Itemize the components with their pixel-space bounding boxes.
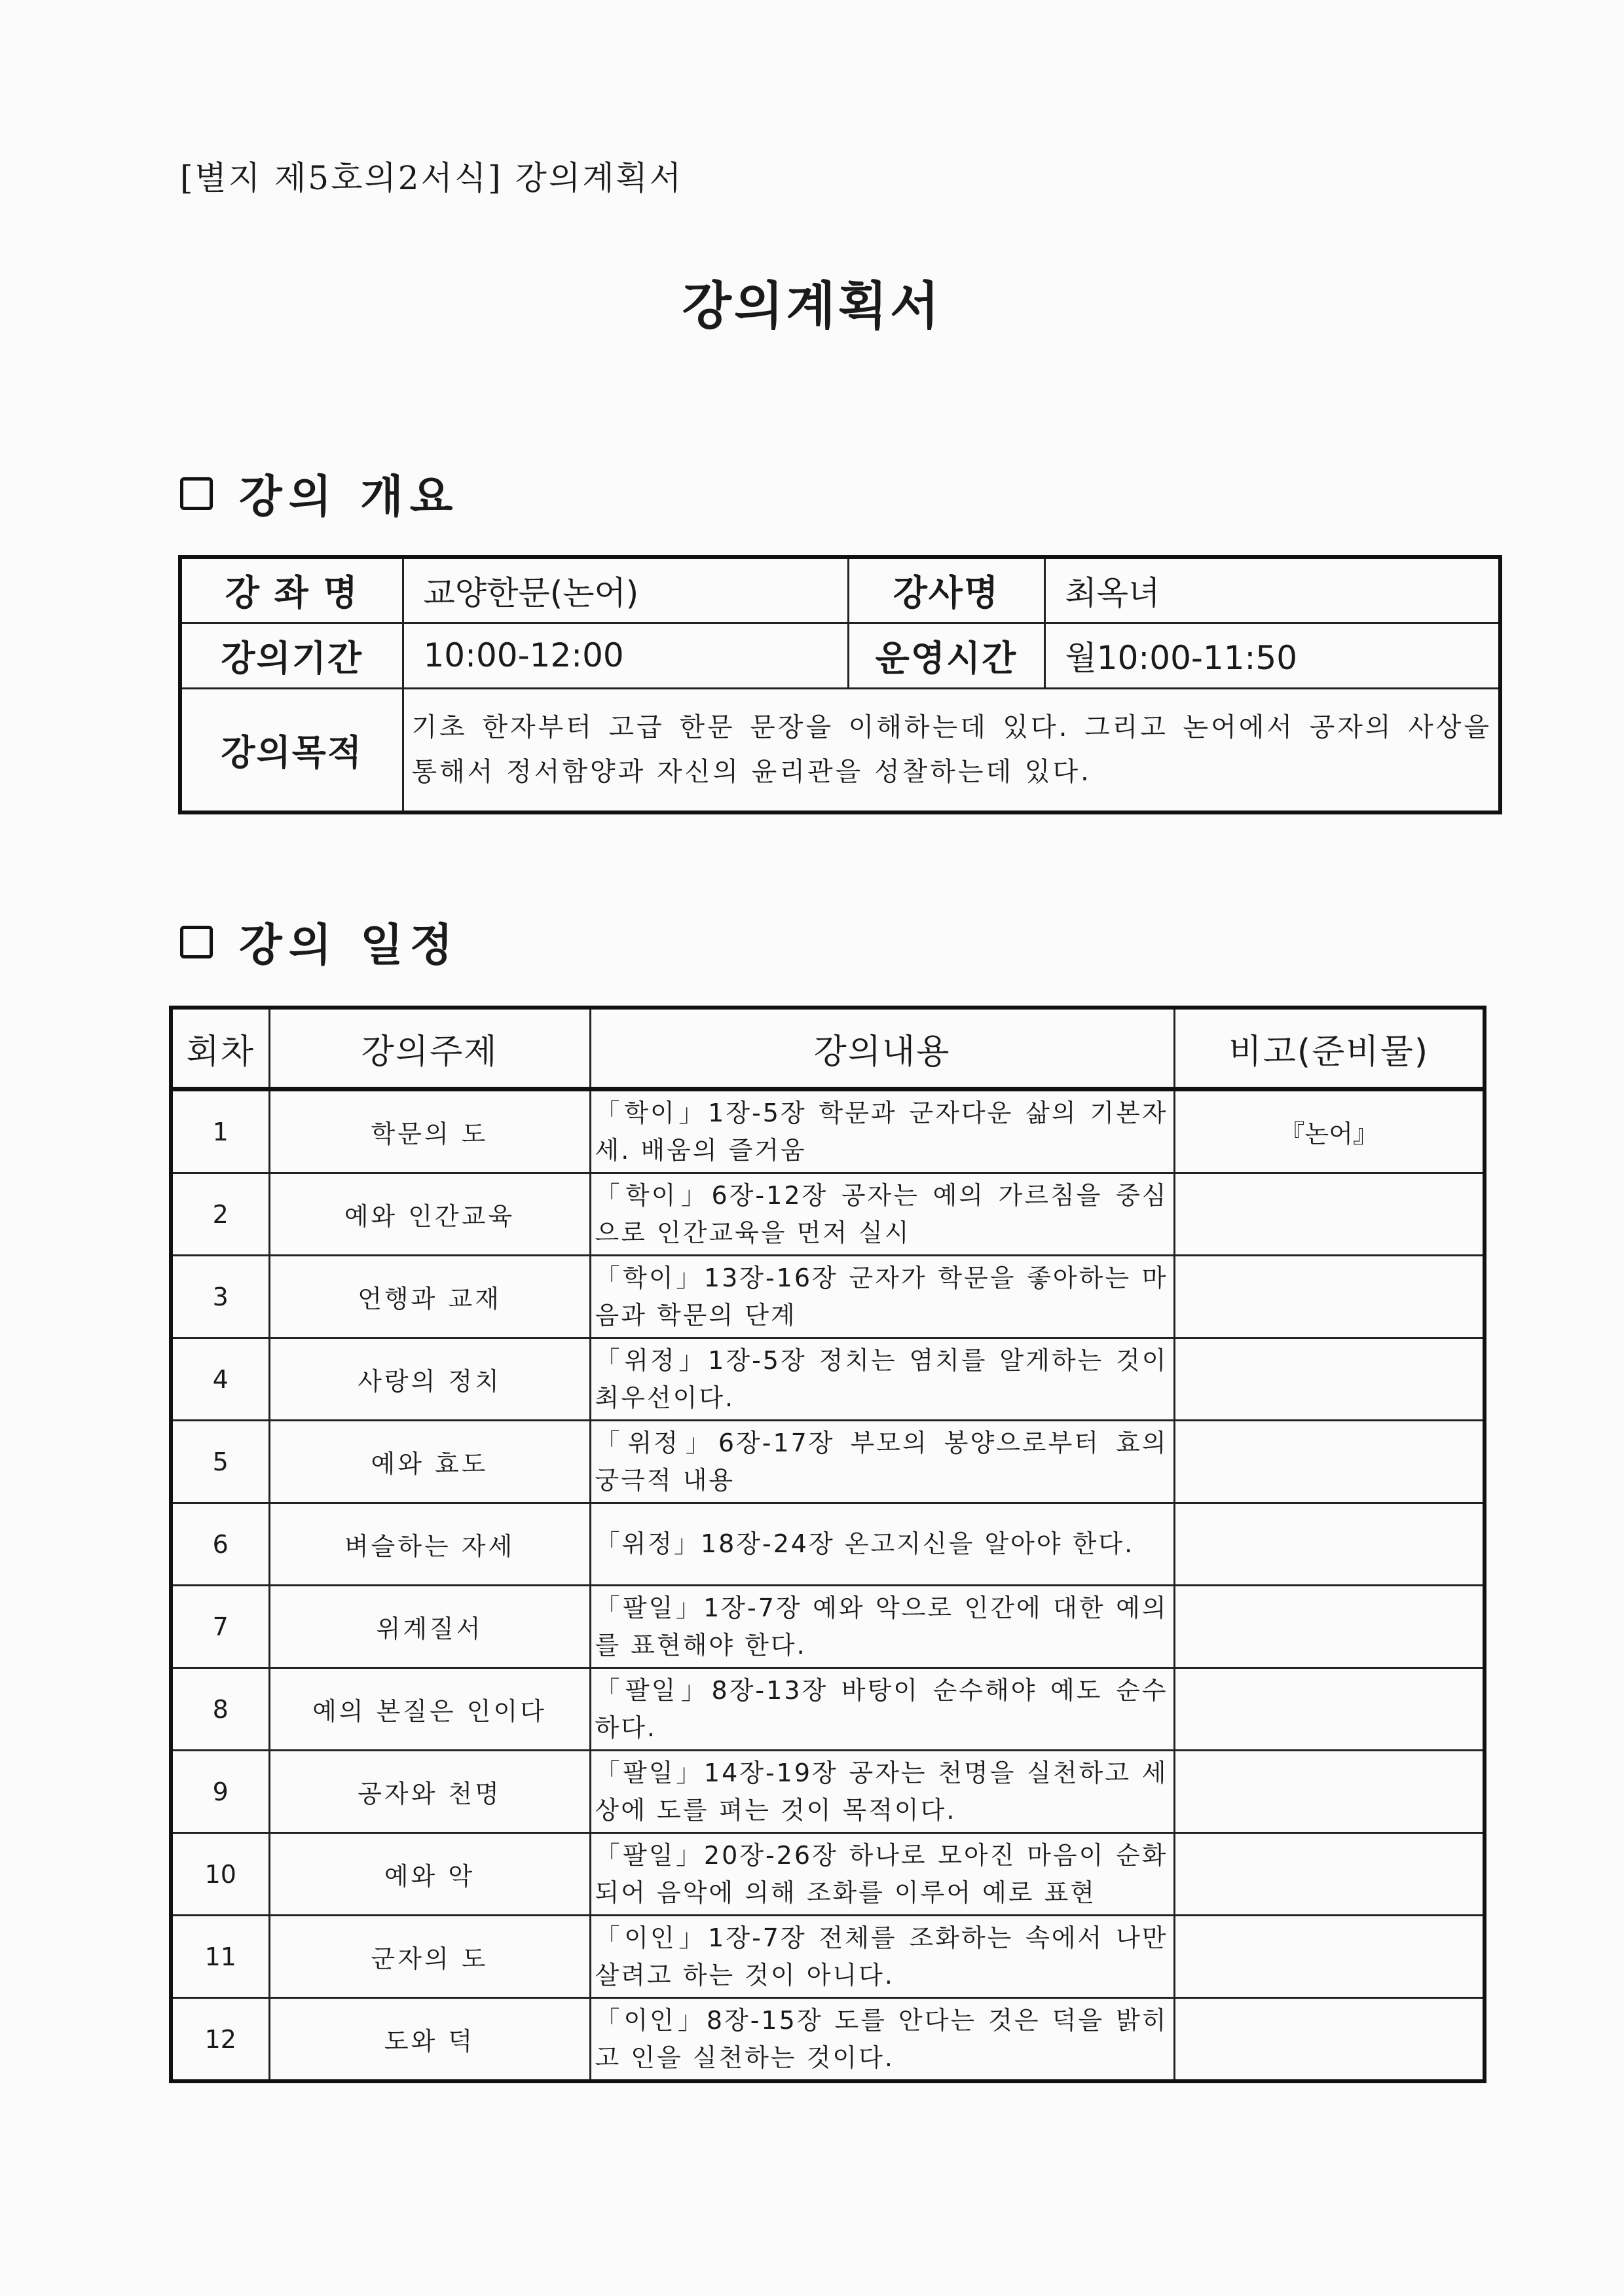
session-topic: 예의 본질은 인이다 [269, 1668, 590, 1751]
instructor-label: 강사명 [848, 557, 1044, 623]
session-note [1174, 1916, 1485, 1998]
table-row [171, 1503, 1485, 1586]
session-number: 12 [171, 1998, 269, 2082]
checkbox-icon [180, 926, 213, 958]
section-heading-overview [180, 462, 459, 525]
session-number: 11 [171, 1916, 269, 1998]
session-note [1174, 1421, 1485, 1503]
session-number: 5 [171, 1421, 269, 1503]
session-topic: 도와 덕 [269, 1998, 590, 2082]
document-title: 강의계획서 [682, 277, 942, 336]
session-topic: 예와 악 [269, 1833, 590, 1916]
session-number: 1 [171, 1089, 269, 1173]
hours-value: 월10:00-11:50 [1044, 623, 1500, 688]
session-number: 8 [171, 1668, 269, 1751]
session-content: 「학이」6장-12장 공자는 예의 가르침을 중심으로 인간교육을 먼저 실시 [590, 1173, 1174, 1256]
hours-label: 운영시간 [848, 623, 1044, 688]
session-number: 4 [171, 1338, 269, 1421]
session-content: 「이인」1장-7장 전체를 조화하는 속에서 나만 살려고 하는 것이 아니다. [590, 1916, 1174, 1998]
session-note: 『논어』 [1174, 1089, 1485, 1173]
session-number: 9 [171, 1751, 269, 1833]
session-topic: 공자와 천명 [269, 1751, 590, 1833]
table-row [171, 1751, 1485, 1833]
session-topic: 벼슬하는 자세 [269, 1503, 590, 1586]
session-note [1174, 1833, 1485, 1916]
section-title: 강의 일정 [239, 920, 460, 972]
purpose-label: 강의목적 [180, 688, 403, 812]
session-note [1174, 1503, 1485, 1586]
course-value: 교양한문(논어) [403, 557, 848, 623]
session-number: 2 [171, 1173, 269, 1256]
session-topic: 언행과 교재 [269, 1256, 590, 1338]
form-reference: [별지 제5호의2서식] 강의계획서 [180, 159, 684, 197]
session-topic: 예와 인간교육 [269, 1173, 590, 1256]
table-row [171, 1998, 1485, 2082]
table-row [171, 1338, 1485, 1421]
overview-table [178, 555, 1502, 814]
session-note [1174, 1751, 1485, 1833]
header-content: 강의내용 [590, 1008, 1174, 1089]
period-value: 10:00-12:00 [403, 623, 848, 688]
session-number: 6 [171, 1503, 269, 1586]
course-label: 강 좌 명 [180, 557, 403, 623]
session-content: 「위정」18장-24장 온고지신을 알아야 한다. [590, 1503, 1174, 1586]
table-row [171, 1421, 1485, 1503]
session-number: 7 [171, 1586, 269, 1668]
session-content: 「이인」8장-15장 도를 안다는 것은 덕을 밝히고 인을 실천하는 것이다. [590, 1998, 1174, 2082]
header-topic: 강의주제 [269, 1008, 590, 1089]
table-row [171, 1089, 1485, 1173]
table-row [171, 1586, 1485, 1668]
section-heading-schedule [180, 910, 459, 974]
session-content: 「팔일」1장-7장 예와 악으로 인간에 대한 예의를 표현해야 한다. [590, 1586, 1174, 1668]
session-topic: 예와 효도 [269, 1421, 590, 1503]
period-label: 강의기간 [180, 623, 403, 688]
session-number: 3 [171, 1256, 269, 1338]
session-topic: 위계질서 [269, 1586, 590, 1668]
table-row [171, 1833, 1485, 1916]
header-session: 회차 [171, 1008, 269, 1089]
session-content: 「위정」1장-5장 정치는 염치를 알게하는 것이 최우선이다. [590, 1338, 1174, 1421]
table-row [171, 1256, 1485, 1338]
table-row [171, 1668, 1485, 1751]
table-row [171, 1173, 1485, 1256]
session-content: 「위정」6장-17장 부모의 봉양으로부터 효의 궁극적 내용 [590, 1421, 1174, 1503]
session-note [1174, 1998, 1485, 2082]
session-content: 「팔일」14장-19장 공자는 천명을 실천하고 세상에 도를 펴는 것이 목적이다. [590, 1751, 1174, 1833]
session-note [1174, 1338, 1485, 1421]
schedule-table [169, 1006, 1486, 2083]
checkbox-icon [180, 477, 213, 510]
session-content: 「팔일」8장-13장 바탕이 순수해야 예도 순수하다. [590, 1668, 1174, 1751]
session-topic: 군자의 도 [269, 1916, 590, 1998]
header-note: 비고(준비물) [1174, 1008, 1485, 1089]
session-number: 10 [171, 1833, 269, 1916]
purpose-value: 기초 한자부터 고급 한문 문장을 이해하는데 있다. 그리고 논어에서 공자의 사상을 통해서 정서함양과 자신의 윤리관을 성찰하는데 있다. [403, 688, 1500, 812]
session-note [1174, 1668, 1485, 1751]
session-content: 「학이」1장-5장 학문과 군자다운 삶의 기본자세. 배움의 즐거움 [590, 1089, 1174, 1173]
table-row [171, 1916, 1485, 1998]
session-note [1174, 1586, 1485, 1668]
section-title: 강의 개요 [239, 471, 460, 523]
instructor-value: 최옥녀 [1044, 557, 1500, 623]
session-content: 「팔일」20장-26장 하나로 모아진 마음이 순화되어 음악에 의해 조화를 이루어 예로 표현 [590, 1833, 1174, 1916]
session-content: 「학이」13장-16장 군자가 학문을 좋아하는 마음과 학문의 단계 [590, 1256, 1174, 1338]
session-note [1174, 1173, 1485, 1256]
session-note [1174, 1256, 1485, 1338]
session-topic: 학문의 도 [269, 1089, 590, 1173]
session-topic: 사랑의 정치 [269, 1338, 590, 1421]
